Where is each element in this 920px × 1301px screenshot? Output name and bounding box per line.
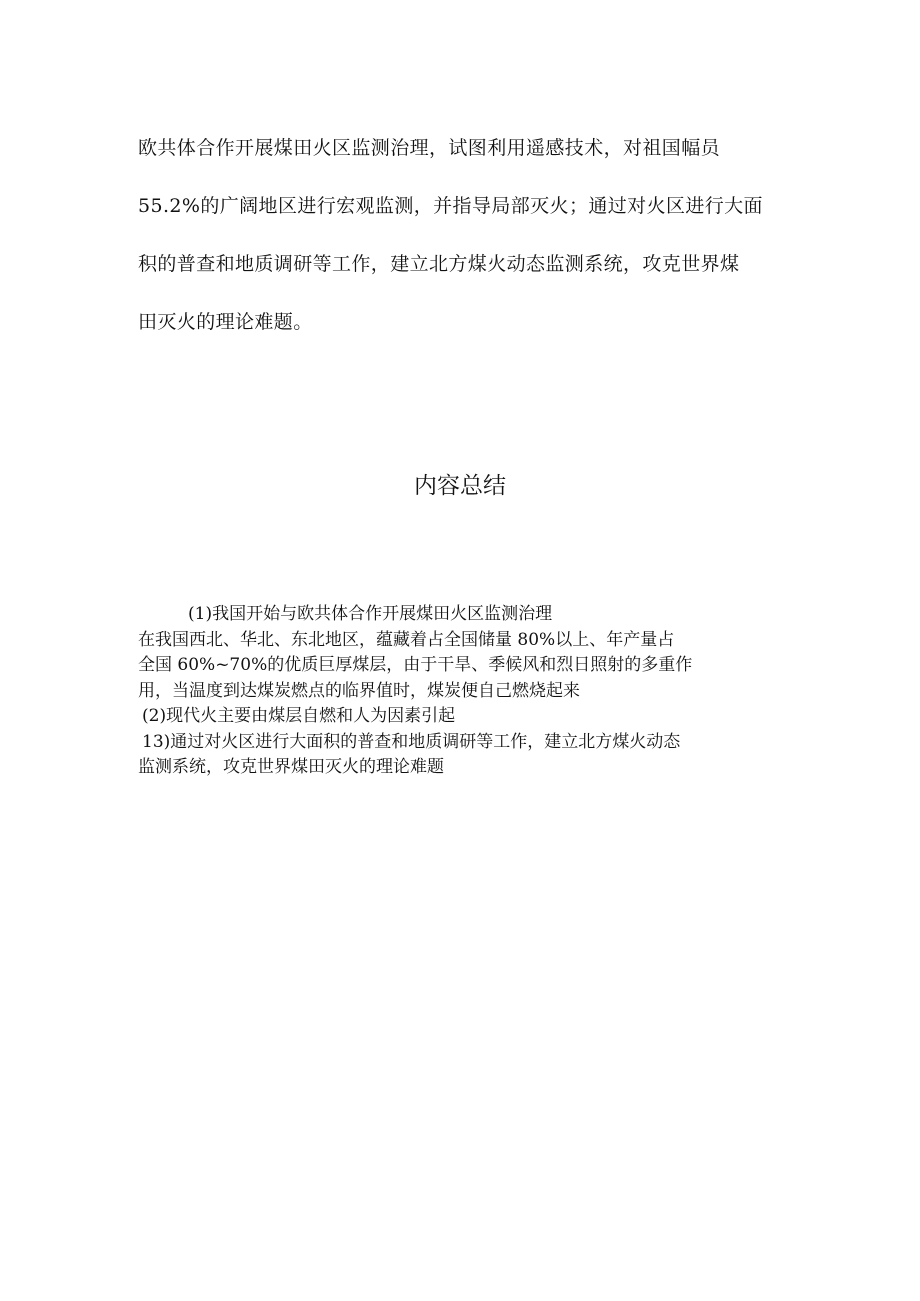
summary-item-1-detail: 全国 60%~70%的优质巨厚煤层，由于干旱、季候风和烈日照射的多重作 [138,655,693,675]
summary-item-1-detail: 在我国西北、华北、东北地区，蕴藏着占全国储量 80%以上、年产量占 [138,629,675,650]
body-line: 积的普查和地质调研等工作，建立北方煤火动态监测系统，攻克世界煤 [138,253,740,275]
body-line: 55.2%的广阔地区进行宏观监测，并指导局部灭火；通过对火区进行大面 [138,195,763,217]
summary-item-1: (1)我国开始与欧共体合作开展煤田火区监测治理 [188,604,553,624]
summary-item-2: (2)现代火主要由煤层自燃和人为因素引起 [142,706,456,726]
summary-item-3-detail: 监测系统，攻克世界煤田灭火的理论难题 [138,757,444,777]
body-line: 欧共体合作开展煤田火区监测治理，试图利用遥感技术，对祖国幅员 [138,137,721,159]
body-line: 田灭火的理论难题。 [138,311,313,333]
summary-item-1-detail: 用，当温度到达煤炭燃点的临界值时，煤炭便自己燃烧起来 [138,680,580,701]
summary-heading: 内容总结 [414,473,506,499]
body-paragraph [138,134,818,366]
summary-section [138,602,798,781]
summary-item-3: 13)通过对火区进行大面积的普查和地质调研等工作，建立北方煤火动态 [142,731,681,752]
